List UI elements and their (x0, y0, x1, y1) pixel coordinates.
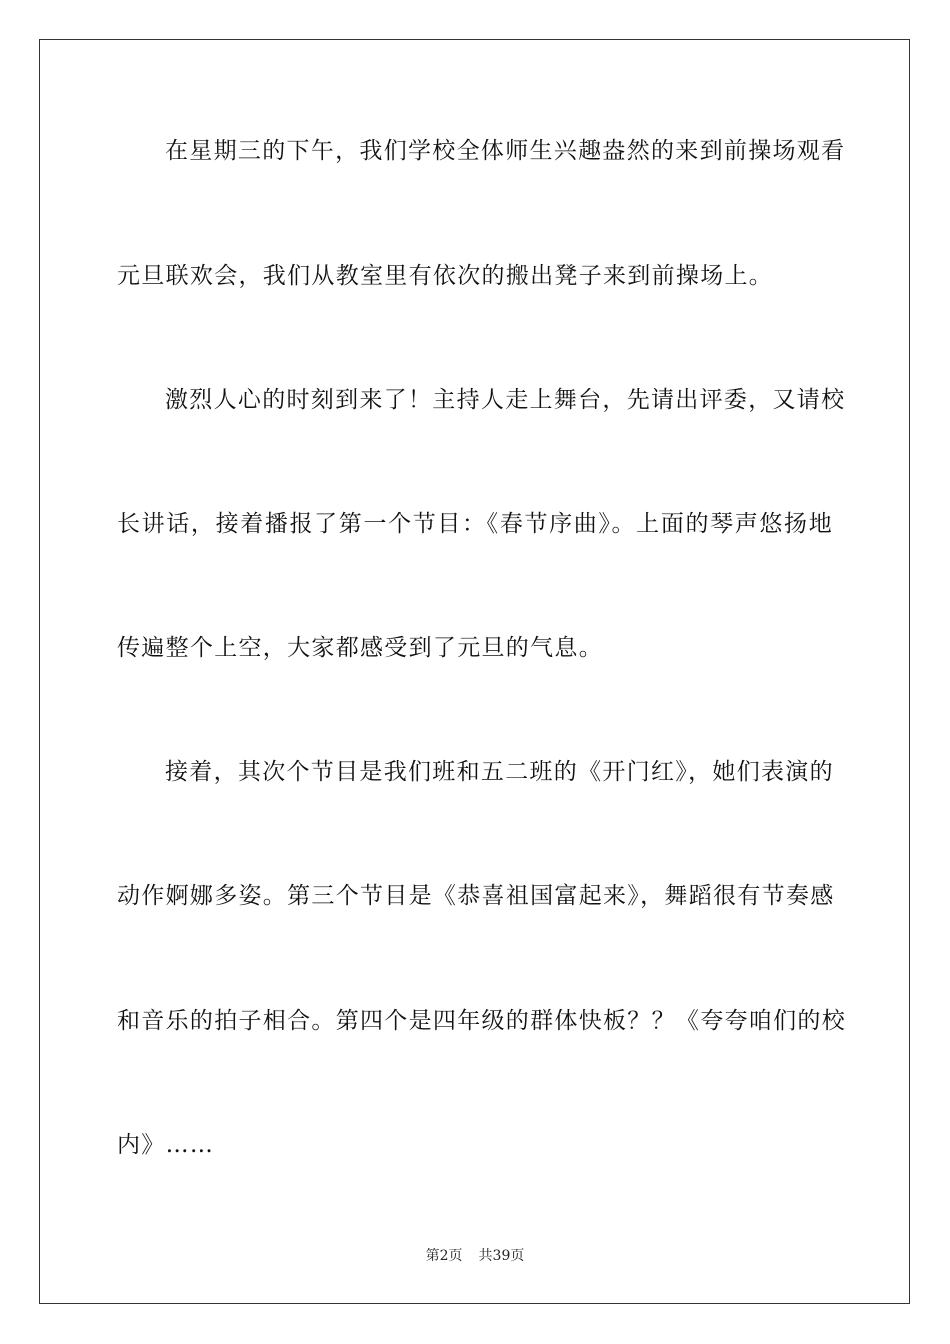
paragraph-3-line-4: 内》…… (117, 1132, 215, 1158)
paragraph-3-line-2: 动作婀娜多姿。第三个节目是《恭喜祖国富起来》，舞蹈很有节奏感 (117, 883, 835, 909)
page-footer (0, 1247, 950, 1265)
paragraph-1-line-2: 元旦联欢会，我们从教室里有依次的搬出凳子来到前操场上。 (117, 263, 774, 289)
paragraph-2-line-1: 激烈人心的时刻到来了！主持人走上舞台，先请出评委，又请校 (165, 387, 846, 413)
page-number: 第2页 (425, 1248, 463, 1264)
page-border (39, 39, 910, 1304)
page-total: 共39页 (478, 1248, 525, 1264)
paragraph-1-line-1: 在星期三的下午，我们学校全体师生兴趣盎然的来到前操场观看 (165, 138, 846, 164)
paragraph-3-line-1: 接着，其次个节目是我们班和五二班的《开门红》，她们表演的 (165, 759, 834, 785)
paragraph-2-line-2: 长讲话，接着播报了第一个节目：《春节序曲》。上面的琴声悠扬地 (117, 511, 833, 537)
paragraph-2-line-3: 传遍整个上空，大家都感受到了元旦的气息。 (117, 635, 603, 661)
paragraph-3-line-3: 和音乐的拍子相合。第四个是四年级的群体快板？？《夸夸咱们的校 (117, 1008, 846, 1034)
